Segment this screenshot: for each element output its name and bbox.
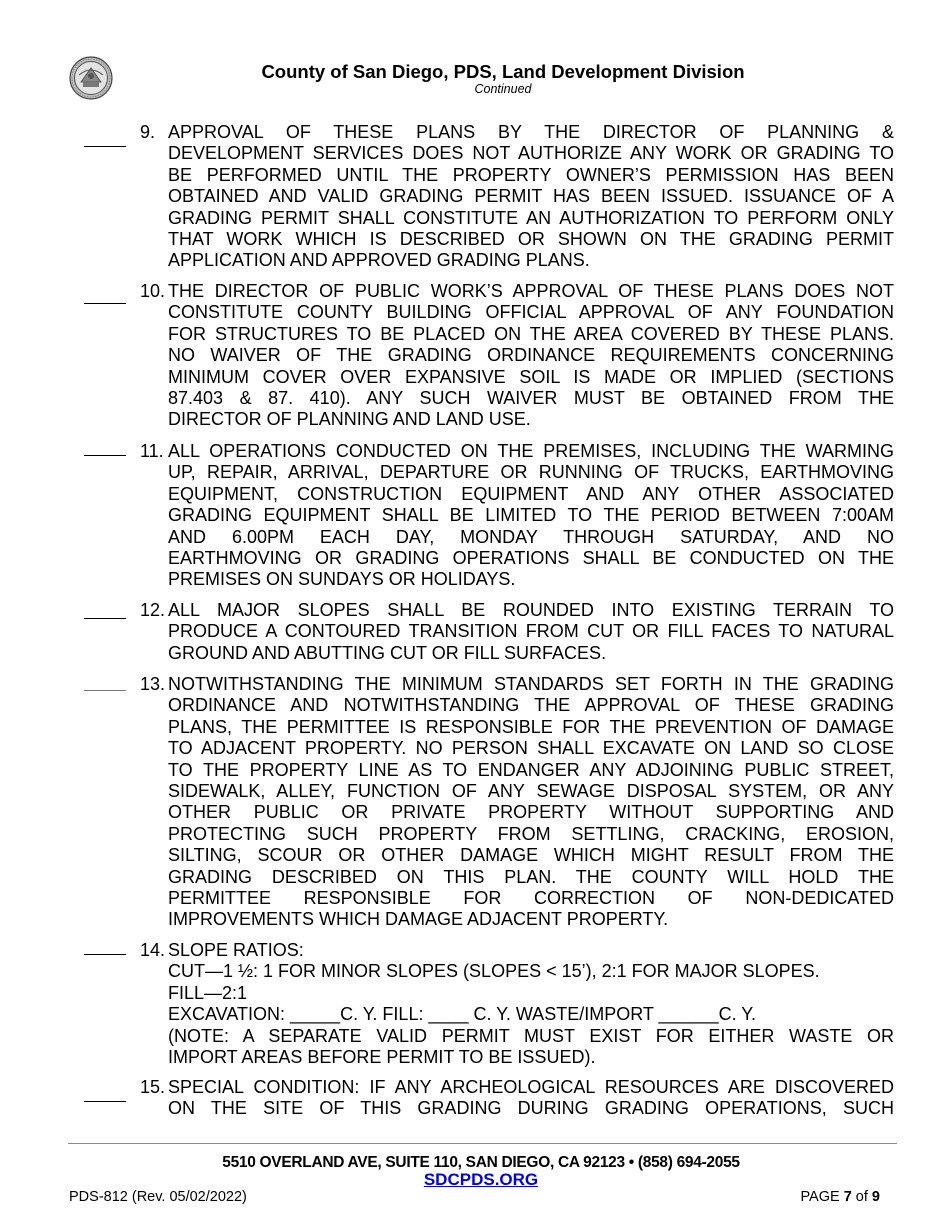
footer-address: 5510 OVERLAND AVE, SUITE 110, SAN DIEGO, CA 92123 • (858) 694-2055 (222, 1154, 740, 1171)
page-number: PAGE 7 of 9 (800, 1189, 880, 1205)
initial-blank-11[interactable] (84, 455, 126, 456)
initial-blank-14[interactable] (84, 954, 126, 955)
item-number: 12. (140, 600, 166, 620)
item-10-text: THE DIRECTOR OF PUBLIC WORK’S APPROVAL OF THESE PLANS DOES NOT CONSTITUTE COUNTY BUILDING OFFICIAL APPROVAL OF ANY FOUNDATION FOR STRUCTURES TO BE PLACED ON THE AREA COVERED BY THESE PLANS. NO WAIVER OF THE GRADING ORDINANCE REQUIREMENTS CONCERNING MINIMUM COVER OVER EXPANSIVE SOIL IS MADE OR IMPLIED (SECTIONS 87.403 & 87. 410). ANY SUCH WAIVER MUST BE OBTAINED FROM THE DIRECTOR OF PLANNING AND LAND USE. (168, 281, 894, 430)
footer-website-link[interactable]: SDCPDS.ORG (423, 1170, 539, 1189)
page-title: County of San Diego, PDS, Land Development Division (261, 61, 745, 82)
initial-blank-10[interactable] (84, 303, 126, 304)
item-15-text: SPECIAL CONDITION: IF ANY ARCHEOLOGICAL RESOURCES ARE DISCOVERED ON THE SITE OF THIS GRADING DURING GRADING OPERATIONS, SUCH (168, 1077, 894, 1119)
item-number: 9. (140, 122, 156, 142)
item-9-text: APPROVAL OF THESE PLANS BY THE DIRECTOR OF PLANNING & DEVELOPMENT SERVICES DOES NOT AUTHORIZE ANY WORK OR GRADING TO BE PERFORMED UNTIL THE PROPERTY OWNER’S PERMISSION HAS BEEN OBTAINED AND VALID GRADING PERMIT HAS BEEN ISSUED. ISSUANCE OF A GRADING PERMIT SHALL CONSTITUTE AN AUTHORIZATION TO PERFORM ONLY THAT WORK WHICH IS DESCRIBED OR SHOWN ON THE GRADING PERMIT APPLICATION AND APPROVED GRADING PLANS. (168, 122, 894, 271)
item-14-text: SLOPE RATIOS: CUT—1 ½: 1 FOR MINOR SLOPES (SLOPES < 15’), 2:1 FOR MAJOR SLOPES. FILL—2:1 EXCAVATION: _____C. Y. FILL: ____ C. Y. WASTE/IMPORT ______C. Y. (NOTE: A SEPARATE VALID PERMIT MUST EXIST FOR EITHER WASTE OR IMPORT AREAS BEFORE PERMIT TO BE ISSUED). (168, 940, 894, 1068)
item-11-text: ALL OPERATIONS CONDUCTED ON THE PREMISES, INCLUDING THE WARMING UP, REPAIR, ARRIVAL, DEPARTURE OR RUNNING OF TRUCKS, EARTHMOVING EQUIPMENT, CONSTRUCTION EQUIPMENT AND ANY OTHER ASSOCIATED GRADING EQUIPMENT SHALL BE LIMITED TO THE PERIOD BETWEEN 7:00AM AND 6.00PM EACH DAY, MONDAY THROUGH SATURDAY, AND NO EARTHMOVING OR GRADING OPERATIONS SHALL BE CONDUCTED ON THE PREMISES ON SUNDAYS OR HOLIDAYS. (168, 441, 894, 590)
initial-blank-9[interactable] (84, 146, 126, 147)
initial-blank-15[interactable] (84, 1101, 126, 1102)
item-number: 15. (140, 1077, 166, 1097)
item-number: 10. (140, 281, 166, 301)
item-number: 13. (140, 674, 166, 694)
item-13-text: NOTWITHSTANDING THE MINIMUM STANDARDS SET FORTH IN THE GRADING ORDINANCE AND NOTWITHSTANDING THE APPROVAL OF THESE GRADING PLANS, THE PERMITTEE IS RESPONSIBLE FOR THE PREVENTION OF DAMAGE TO ADJACENT PROPERTY. NO PERSON SHALL EXCAVATE ON LAND SO CLOSE TO THE PROPERTY LINE AS TO ENDANGER ANY ADJOINING PUBLIC STREET, SIDEWALK, ALLEY, FUNCTION OF ANY SEWAGE DISPOSAL SYSTEM, OR ANY OTHER PUBLIC OR PRIVATE PROPERTY WITHOUT SUPPORTING AND PROTECTING SUCH PROPERTY FROM SETTLING, CRACKING, EROSION, SILTING, SCOUR OR OTHER DAMAGE WHICH MIGHT RESULT FROM THE GRADING DESCRIBED ON THIS PLAN. THE COUNTY WILL HOLD THE PERMITTEE RESPONSIBLE FOR CORRECTION OF NON-DEDICATED IMPROVEMENTS WHICH DAMAGE ADJACENT PROPERTY. (168, 674, 894, 930)
page-subtitle: Continued (474, 82, 532, 96)
item-number: 11. (140, 441, 164, 461)
initial-blank-13[interactable] (84, 690, 126, 691)
footer-divider (68, 1143, 897, 1144)
item-number: 14. (140, 940, 166, 960)
form-id: PDS-812 (Rev. 05/02/2022) (69, 1189, 247, 1205)
initial-blank-12[interactable] (84, 618, 126, 619)
item-12-text: ALL MAJOR SLOPES SHALL BE ROUNDED INTO EXISTING TERRAIN TO PRODUCE A CONTOURED TRANSITION FROM CUT OR FILL FACES TO NATURAL GROUND AND ABUTTING CUT OR FILL SURFACES. (168, 600, 894, 663)
